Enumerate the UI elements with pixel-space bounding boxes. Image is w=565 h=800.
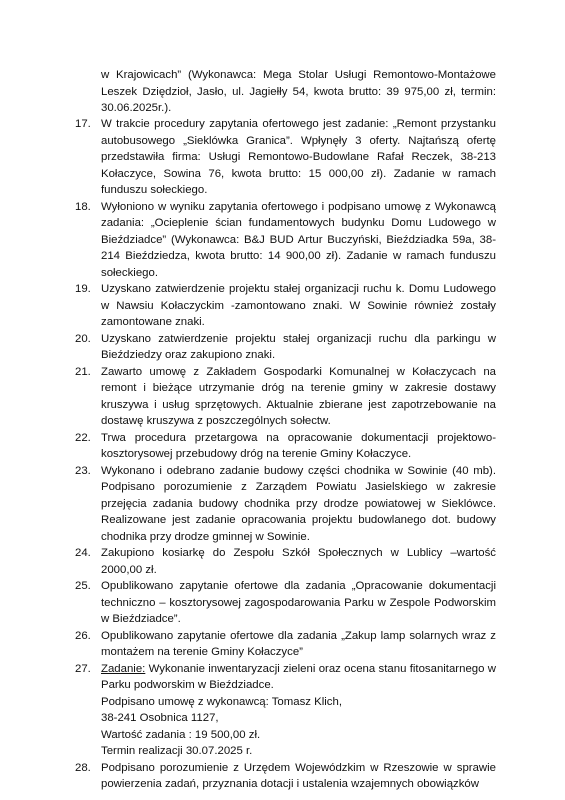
contract-line: Podpisano umowę z wykonawcą: Tomasz Klich, [101, 695, 343, 708]
list-item-25: 25. Opublikowano zapytanie ofertowe dla zadania „Opracowanie dokumentacji techniczno – kosztorysowej zagospodarowania Parku w Zespole Podworskim w Bieździadce”. [75, 580, 496, 625]
value-line: Wartość zadania : 19 500,00 zł. [101, 728, 261, 741]
list-item-19: 19. Uzyskano zatwierdzenie projektu stałej organizacji ruchu k. Domu Ludowego w Nawsiu Kołaczyckim -zamontowano znaki. W Sowinie również zostały zamontowane znaki. [75, 283, 496, 328]
list-item-23: 23. Wykonano i odebrano zadanie budowy części chodnika w Sowinie (40 mb). Podpisano porozumienie z Zarządem Powiatu Jasielskiego w zakresie przejęcia zadania budowy chodnika przy drodze powiatowej w Sieklówce. Realizowane jest zadanie opracowania projektu budowlanego dot. budowy chodnika przy drodze gminnej w Sowinie. [75, 464, 496, 543]
continuation-paragraph: w Krajowicach” (Wykonawca: Mega Stolar Usługi Remontowo-Montażowe Leszek Dziędzioł, Jasło, ul. Jagiełły 54, kwota brutto: 39 975,00 zł, termin: 30.06.2025r.). [101, 69, 496, 114]
list-item-27: 27. Zadanie: Wykonanie inwentaryzacji zieleni oraz ocena stanu fitosanitarnego w Parku podworskim w Bieździadce. Podpisano umowę z wykonawcą: Tomasz Klich, 38-241 Osobnica 1127, Wartość zadania : 19 500,00 zł. Termin realizacji 30.07.2025 r. [75, 661, 496, 760]
task-label: Zadanie: [101, 662, 146, 675]
list-item-20: 20. Uzyskano zatwierdzenie projektu stałej organizacji ruchu dla parkingu w Bieździedzy oraz zakupiono znaki. [75, 332, 496, 361]
list-item-21: 21. Zawarto umowę z Zakładem Gospodarki Komunalnej w Kołaczycach na remont i bieżące utrzymanie dróg na terenie gminy w zakresie dostawy kruszywa i usług sprzętowych. Aktualnie zbierane jest zapotrzebowanie na dostawę kruszywa z poszczególnych sołectw. [75, 365, 496, 427]
address-line: 38-241 Osobnica 1127, [101, 712, 219, 724]
list-item-26: 26. Opublikowano zapytanie ofertowe dla zadania „Zakup lamp solarnych wraz z montażem na terenie Gminy Kołaczyce” [75, 629, 496, 658]
list-item-22: 22. Trwa procedura przetargowa na opracowanie dokumentacji projektowo-kosztorysowej przebudowy dróg na terenie Gminy Kołaczyce. [75, 431, 496, 460]
list-item-18: 18. Wyłoniono w wyniku zapytania ofertowego i podpisano umowę z Wykonawcą zadania: „Ocieplenie ścian fundamentowych budynku Domu Ludowego w Bieździadce” (Wykonawca: B&J BUD Artur Buczyński, Bieździadka 59a, 38-214 Bieździedza, kwota brutto: 14 900,00 zł). Zadanie w ramach funduszu sołeckiego. [75, 200, 496, 279]
deadline-line: Termin realizacji 30.07.2025 r. [101, 745, 253, 757]
list-item-24: 24. Zakupiono kosiarkę do Zespołu Szkół Społecznych w Lublicy –wartość 2000,00 zł. [75, 547, 496, 576]
list-item-28: 28. Podpisano porozumienie z Urzędem Wojewódzkim w Rzeszowie w sprawie powierzenia zadań, przyznania dotacji i ustalenia wzajemnych obowiązków [75, 761, 496, 790]
numbered-list [75, 116, 496, 793]
list-item-17: 17. W trakcie procedury zapytania ofertowego jest zadanie: „Remont przystanku autobusowego „Sieklówka Granica”. Wpłynęły 3 oferty. Najtańszą ofertę przedstawiła firma: Usługi Remontowo-Budowlane Rafał Reczek, 38-213 Kołaczyce, Sowina 76, kwota brutto: 15 000,00 zł). Zadanie w ramach funduszu sołeckiego. [75, 118, 496, 196]
